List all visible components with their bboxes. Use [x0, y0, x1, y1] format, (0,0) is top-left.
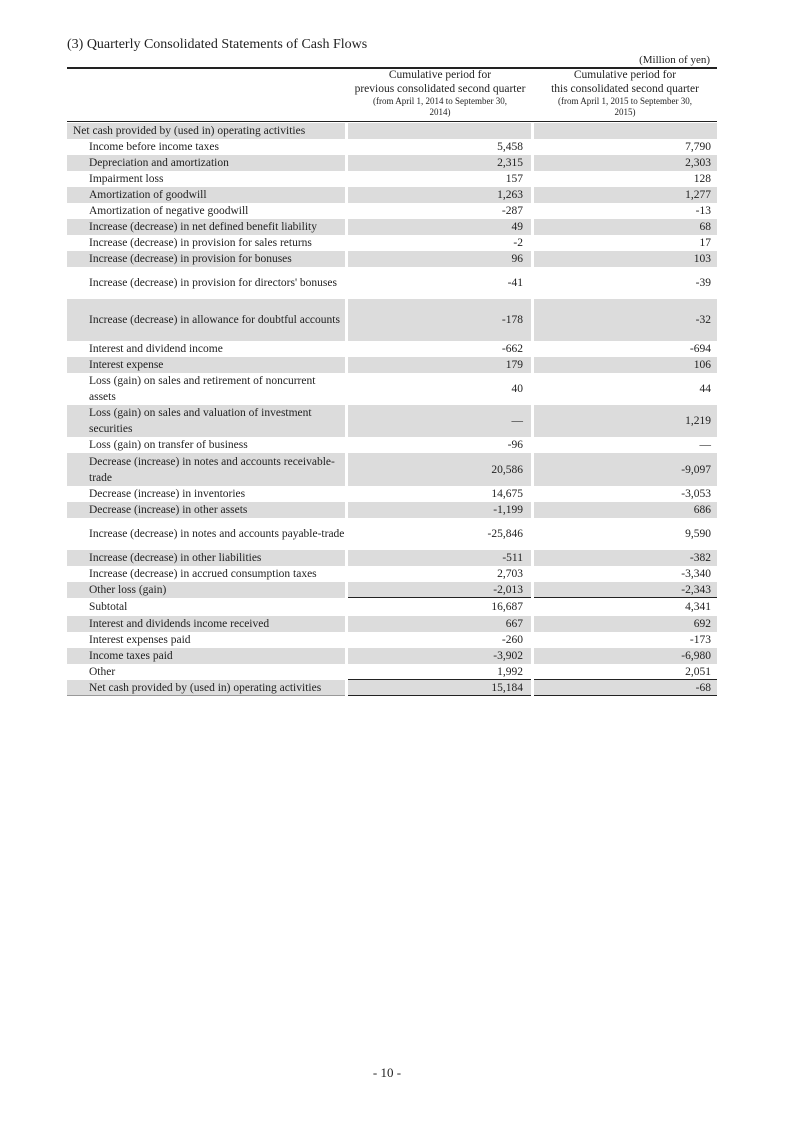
cash-flow-table — [67, 123, 717, 696]
row-label: Income taxes paid — [67, 648, 345, 664]
table-row — [67, 632, 717, 648]
table-row — [67, 123, 717, 139]
row-label: Amortization of goodwill — [67, 187, 345, 203]
table-row — [67, 235, 717, 251]
value-previous-period: 20,586 — [348, 453, 531, 486]
value-current-period: 692 — [534, 616, 717, 632]
table-row — [67, 566, 717, 582]
row-label: Loss (gain) on sales and retirement of noncurrent assets — [89, 375, 316, 403]
row-label: Loss (gain) on sales and valuation of investment securities — [67, 405, 345, 437]
table-row — [67, 453, 717, 486]
row-label: Decrease (increase) in other assets — [67, 502, 345, 518]
table-row — [67, 341, 717, 357]
value-previous-period: -25,846 — [487, 528, 523, 540]
value-previous-period: 1,263 — [348, 187, 531, 203]
value-current-period: 2,303 — [534, 155, 717, 171]
row-label: Net cash provided by (used in) operating activities — [67, 123, 345, 139]
value-previous-period: -96 — [507, 439, 523, 451]
table-row — [67, 139, 717, 155]
row-label: Depreciation and amortization — [67, 155, 345, 171]
table-row — [67, 582, 717, 598]
column-header-current — [533, 69, 717, 121]
row-label: Net cash provided by (used in) operating activities — [67, 680, 345, 696]
column-header-period: (from April 1, 2015 to September 30, — [558, 96, 692, 106]
value-current-period: 44 — [699, 383, 711, 395]
table-row — [67, 518, 717, 550]
value-previous-period: 14,675 — [491, 488, 523, 500]
value-current-period: -9,097 — [534, 453, 717, 486]
table-row — [67, 299, 717, 341]
row-label: Interest expenses paid — [89, 634, 191, 646]
column-header-line: Cumulative period for — [573, 69, 677, 81]
column-header-previous — [347, 69, 533, 121]
table-row — [67, 680, 717, 696]
value-current-period: 9,590 — [685, 528, 711, 540]
value-previous-period: 5,458 — [497, 141, 523, 153]
value-previous-period: 2,703 — [497, 568, 523, 580]
value-current-period: -382 — [534, 550, 717, 566]
row-label: Decrease (increase) in notes and accounts receivable-trade — [67, 453, 345, 486]
value-current-period: 4,341 — [685, 601, 711, 613]
table-row — [67, 437, 717, 453]
value-previous-period: -178 — [348, 299, 531, 341]
row-label: Interest expense — [67, 357, 345, 373]
value-previous-period: -2 — [513, 237, 523, 249]
unit-label: (Million of yen) — [639, 54, 710, 66]
value-previous-period: 179 — [348, 357, 531, 373]
value-previous-period: 2,315 — [348, 155, 531, 171]
value-current-period: -13 — [695, 205, 711, 217]
row-label: Subtotal — [89, 601, 128, 613]
value-previous-period: -2,013 — [348, 582, 531, 598]
table-row — [67, 405, 717, 437]
row-label: Increase (decrease) in provision for sales returns — [89, 237, 312, 249]
value-current-period: 103 — [534, 251, 717, 267]
value-previous-period: -1,199 — [348, 502, 531, 518]
section-title: (3) Quarterly Consolidated Statements of Cash Flows — [67, 37, 368, 52]
value-previous-period: 49 — [348, 219, 531, 235]
column-header-period: 2014) — [429, 107, 451, 117]
column-header-period: (from April 1, 2014 to September 30, — [373, 96, 507, 106]
value-current-period: 106 — [534, 357, 717, 373]
table-row — [67, 171, 717, 187]
row-label: Other — [89, 666, 116, 678]
row-label: Increase (decrease) in provision for bonuses — [67, 251, 345, 267]
row-label: Increase (decrease) in allowance for doubtful accounts — [67, 299, 345, 341]
value-current-period: 686 — [534, 502, 717, 518]
table-row — [67, 219, 717, 235]
table-row — [67, 648, 717, 664]
row-label: Increase (decrease) in other liabilities — [67, 550, 345, 566]
table-row — [67, 664, 717, 680]
value-previous-period: -260 — [501, 634, 523, 646]
value-current-period: -39 — [695, 277, 711, 289]
value-current-period: 128 — [693, 173, 711, 185]
value-current-period: 1,277 — [534, 187, 717, 203]
row-label: Impairment loss — [89, 173, 164, 185]
value-previous-period: -287 — [501, 205, 523, 217]
value-previous-period — [348, 123, 531, 139]
column-header-line: previous consolidated second quarter — [354, 82, 526, 95]
table-row — [67, 187, 717, 203]
value-current-period: — — [699, 439, 711, 451]
value-current-period: -32 — [534, 299, 717, 341]
row-label: Decrease (increase) in inventories — [89, 488, 246, 500]
column-header-line: Cumulative period for — [388, 69, 492, 81]
value-current-period: 7,790 — [685, 141, 711, 153]
value-current-period: -68 — [534, 680, 717, 696]
row-label: Increase (decrease) in net defined benefit liability — [67, 219, 345, 235]
row-label: Loss (gain) on transfer of business — [89, 439, 248, 451]
table-row — [67, 373, 717, 405]
table-row — [67, 267, 717, 299]
table-row — [67, 251, 717, 267]
value-current-period: -694 — [689, 343, 711, 355]
page-number: - 10 - — [372, 1065, 402, 1080]
value-current-period: -6,980 — [534, 648, 717, 664]
table-row — [67, 155, 717, 171]
table-row — [67, 616, 717, 632]
value-current-period: -173 — [689, 634, 711, 646]
row-label: Income before income taxes — [89, 141, 219, 153]
value-previous-period: 96 — [348, 251, 531, 267]
column-header-line: this consolidated second quarter — [551, 82, 699, 95]
row-label: Increase (decrease) in accrued consumption taxes — [89, 568, 317, 580]
table-row — [67, 486, 717, 502]
value-previous-period: 157 — [505, 173, 523, 185]
value-current-period: -3,053 — [681, 488, 711, 500]
value-previous-period: 667 — [348, 616, 531, 632]
value-previous-period: 1,992 — [348, 664, 531, 680]
row-label: Interest and dividends income received — [67, 616, 345, 632]
row-label: Other loss (gain) — [67, 582, 345, 598]
row-label: Increase (decrease) in notes and accounts payable-trade — [89, 528, 345, 540]
header-bottom-rule — [67, 121, 717, 122]
value-previous-period: 40 — [511, 383, 523, 395]
table-row — [67, 357, 717, 373]
value-current-period: 2,051 — [534, 664, 717, 680]
value-current-period: 1,219 — [534, 405, 717, 437]
value-current-period: 17 — [699, 237, 711, 249]
value-current-period: -2,343 — [534, 582, 717, 598]
table-row — [67, 598, 717, 616]
row-label: Interest and dividend income — [89, 343, 223, 355]
value-previous-period: -511 — [348, 550, 531, 566]
value-previous-period: — — [348, 405, 531, 437]
value-previous-period: -662 — [501, 343, 523, 355]
value-previous-period: -41 — [507, 277, 523, 289]
row-label: Amortization of negative goodwill — [89, 205, 249, 217]
value-previous-period: -3,902 — [348, 648, 531, 664]
value-previous-period: 16,687 — [491, 601, 523, 613]
table-row — [67, 203, 717, 219]
value-current-period: 68 — [534, 219, 717, 235]
table-row — [67, 550, 717, 566]
row-label: Increase (decrease) in provision for directors' bonuses — [89, 277, 337, 289]
value-previous-period: 15,184 — [348, 680, 531, 696]
value-current-period: -3,340 — [681, 568, 711, 580]
column-header-period: 2015) — [614, 107, 636, 117]
table-row — [67, 502, 717, 518]
value-current-period — [534, 123, 717, 139]
